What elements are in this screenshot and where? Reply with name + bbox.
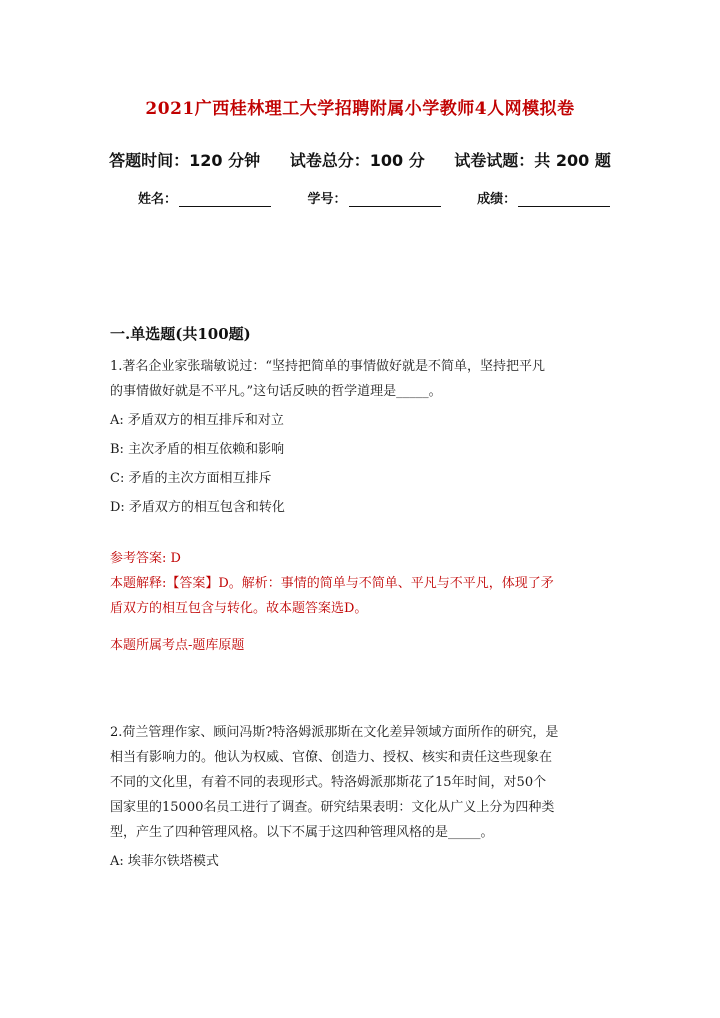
explanation-line: 本题解释:【答案】D。解析：事情的简单与不简单、平凡与不平凡，体现了矛 — [110, 576, 554, 591]
option-c: C: 矛盾的主次方面相互排斥 — [110, 471, 272, 486]
score-field — [477, 188, 610, 207]
id-field — [308, 188, 441, 207]
explanation-line: 盾双方的相互包含与转化。故本题答案选D。 — [110, 601, 368, 616]
score-label: 成绩： — [477, 192, 517, 207]
name-blank — [179, 193, 271, 207]
option-b: B: 主次矛盾的相互依赖和影响 — [110, 442, 285, 457]
page-title: 2021广西桂林理工大学招聘附属小学教师4人网模拟卷 — [145, 99, 575, 119]
score-blank — [518, 193, 610, 207]
exam-total-score: 试卷总分：100 分 — [289, 151, 425, 170]
exam-total-questions: 试卷试题：共 200 题 — [454, 151, 611, 170]
answer-text: 参考答案: D — [110, 551, 181, 566]
question-text-line: 型，产生了四种管理风格。以下不属于这四种管理风格的是_____。 — [110, 825, 494, 840]
id-blank — [349, 193, 441, 207]
question-text-line: 国家里的15000名员工进行了调查。研究结果表明：文化从广义上分为四种类 — [110, 800, 555, 815]
option-a: A: 矛盾双方的相互排斥和对立 — [110, 413, 284, 428]
question-text-line: 2.荷兰管理作家、顾问冯斯?特洛姆派那斯在文化差异领域方面所作的研究，是 — [110, 725, 559, 740]
option-d: D: 矛盾双方的相互包含和转化 — [110, 500, 285, 515]
name-field — [138, 188, 271, 207]
exam-duration: 答题时间：120 分钟 — [109, 151, 261, 170]
question-text-line: 的事情做好就是不平凡。”这句话反映的哲学道理是_____。 — [110, 384, 442, 399]
question-text-line: 1.著名企业家张瑞敏说过：“坚持把简单的事情做好就是不简单，坚持把平凡 — [110, 359, 546, 374]
id-label: 学号： — [307, 192, 347, 207]
name-label: 姓名： — [138, 192, 178, 207]
question-text-line: 相当有影响力的。他认为权威、官僚、创造力、授权、核实和责任这些现象在 — [110, 750, 553, 765]
question-1 — [110, 354, 615, 658]
question-source: 本题所属考点-题库原题 — [110, 638, 245, 653]
exam-meta — [0, 148, 720, 171]
student-info-fields — [138, 188, 618, 207]
section-heading: 一.单选题(共100题) — [110, 325, 251, 343]
question-text-line: 不同的文化里，有着不同的表现形式。特洛姆派那斯花了15年时间，对50个 — [110, 775, 547, 790]
question-2 — [110, 720, 615, 874]
option-a: A: 埃菲尔铁塔模式 — [110, 854, 219, 869]
